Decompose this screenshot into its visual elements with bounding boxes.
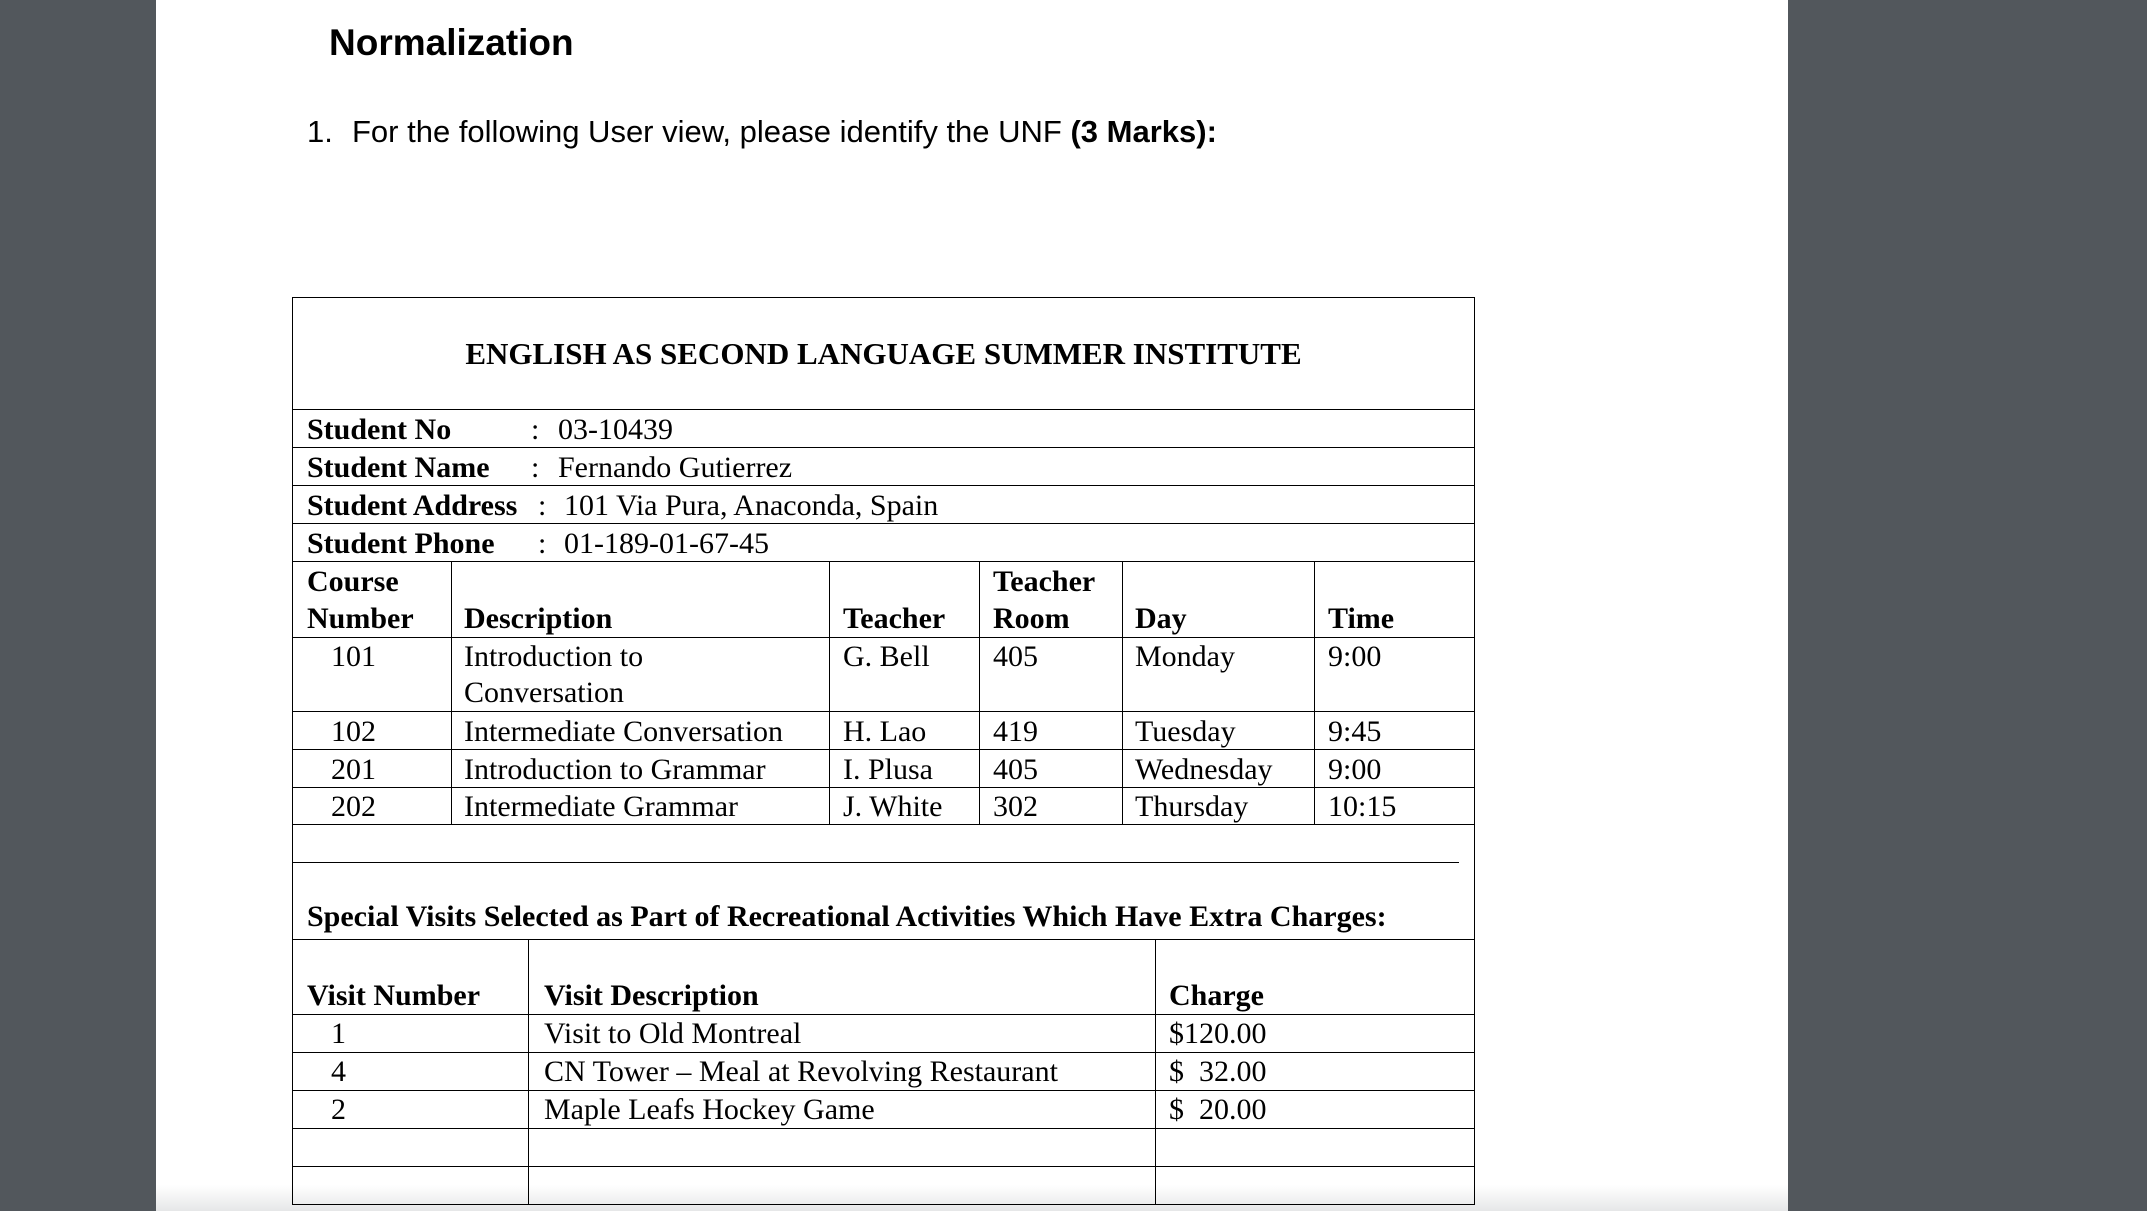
visits-top-border bbox=[293, 939, 1474, 940]
course-room: 405 bbox=[993, 753, 1038, 786]
course-time: 10:15 bbox=[1328, 790, 1397, 823]
course-col-divider bbox=[829, 562, 830, 824]
question-number: 1. bbox=[307, 114, 333, 149]
header-visit-number: Visit Number bbox=[307, 979, 481, 1012]
student-no-value: 03-10439 bbox=[558, 413, 673, 446]
course-description: Intermediate Conversation bbox=[464, 715, 784, 748]
course-number: 202 bbox=[331, 790, 376, 823]
course-teacher: G. Bell bbox=[843, 640, 930, 673]
course-room: 405 bbox=[993, 640, 1038, 673]
special-visits-title: Special Visits Selected as Part of Recreational Activities Which Have Extra Charges: bbox=[307, 900, 1387, 933]
course-time: 9:00 bbox=[1328, 753, 1382, 786]
course-day: Tuesday bbox=[1135, 715, 1236, 748]
student-name-value: Fernando Gutierrez bbox=[558, 451, 793, 484]
course-number: 201 bbox=[331, 753, 376, 786]
course-col-divider bbox=[1314, 562, 1315, 824]
course-room: 419 bbox=[993, 715, 1038, 748]
section-heading: Normalization bbox=[329, 22, 574, 63]
institute-title: ENGLISH AS SECOND LANGUAGE SUMMER INSTITUTE bbox=[293, 298, 1474, 410]
course-time: 9:00 bbox=[1328, 640, 1382, 673]
course-description-cont: Conversation bbox=[464, 676, 624, 709]
visit-row-divider bbox=[293, 1090, 1474, 1091]
visit-col-divider bbox=[1155, 939, 1156, 1204]
course-day: Thursday bbox=[1135, 790, 1249, 823]
header-teacher-room-line1: Teacher bbox=[993, 565, 1096, 598]
course-description: Introduction to bbox=[464, 640, 644, 673]
user-view-form bbox=[292, 297, 1475, 1205]
student-phone-value: 01-189-01-67-45 bbox=[564, 527, 769, 560]
header-time: Time bbox=[1328, 602, 1395, 635]
visit-number: 4 bbox=[331, 1055, 346, 1088]
visit-number: 2 bbox=[331, 1093, 346, 1126]
header-visit-description: Visit Description bbox=[544, 979, 759, 1012]
course-col-divider bbox=[1122, 562, 1123, 824]
question-marks: (3 Marks): bbox=[1070, 114, 1217, 149]
header-day: Day bbox=[1135, 602, 1187, 635]
student-phone-label: Student Phone bbox=[307, 527, 495, 560]
colon: : bbox=[538, 527, 547, 560]
section-divider bbox=[293, 862, 1459, 863]
course-number: 101 bbox=[331, 640, 376, 673]
spacer bbox=[293, 898, 1474, 899]
header-charge: Charge bbox=[1169, 979, 1264, 1012]
course-teacher: J. White bbox=[843, 790, 943, 823]
course-teacher: I. Plusa bbox=[843, 753, 933, 786]
header-teacher-room-line2: Room bbox=[993, 602, 1070, 635]
visit-row-divider bbox=[293, 1014, 1474, 1015]
colon: : bbox=[531, 413, 540, 446]
student-phone-row bbox=[293, 524, 1474, 562]
colon: : bbox=[538, 489, 547, 522]
visit-charge: $ 20.00 bbox=[1169, 1093, 1267, 1126]
course-row-divider bbox=[293, 711, 1474, 712]
course-description: Introduction to Grammar bbox=[464, 753, 766, 786]
visit-number: 1 bbox=[331, 1017, 346, 1050]
header-course-number-line2: Number bbox=[307, 602, 414, 635]
course-time: 9:45 bbox=[1328, 715, 1382, 748]
header-course-number-line1: Course bbox=[307, 565, 399, 598]
course-day: Wednesday bbox=[1135, 753, 1273, 786]
student-address-value: 101 Via Pura, Anaconda, Spain bbox=[564, 489, 939, 522]
course-teacher: H. Lao bbox=[843, 715, 927, 748]
colon: : bbox=[531, 451, 540, 484]
course-description: Intermediate Grammar bbox=[464, 790, 739, 823]
student-address-label: Student Address bbox=[307, 489, 518, 522]
visit-description: CN Tower – Meal at Revolving Restaurant bbox=[544, 1055, 1058, 1088]
visit-charge: $120.00 bbox=[1169, 1017, 1267, 1050]
header-description: Description bbox=[464, 602, 613, 635]
header-teacher: Teacher bbox=[843, 602, 946, 635]
visit-col-divider bbox=[528, 939, 529, 1204]
question-1 bbox=[307, 114, 1217, 150]
course-col-divider bbox=[451, 562, 452, 824]
student-no-row bbox=[293, 410, 1474, 448]
student-name-row bbox=[293, 448, 1474, 486]
course-day: Monday bbox=[1135, 640, 1235, 673]
visit-charge: $ 32.00 bbox=[1169, 1055, 1267, 1088]
visit-description: Visit to Old Montreal bbox=[544, 1017, 802, 1050]
visit-row-divider bbox=[293, 1128, 1474, 1129]
visit-row-divider bbox=[293, 1166, 1474, 1167]
student-address-row bbox=[293, 486, 1474, 524]
visit-description: Maple Leafs Hockey Game bbox=[544, 1093, 875, 1126]
question-text: For the following User view, please identify the UNF bbox=[352, 114, 1071, 149]
student-no-label: Student No bbox=[307, 413, 452, 446]
course-number: 102 bbox=[331, 715, 376, 748]
course-col-divider bbox=[979, 562, 980, 824]
student-name-label: Student Name bbox=[307, 451, 490, 484]
course-room: 302 bbox=[993, 790, 1038, 823]
